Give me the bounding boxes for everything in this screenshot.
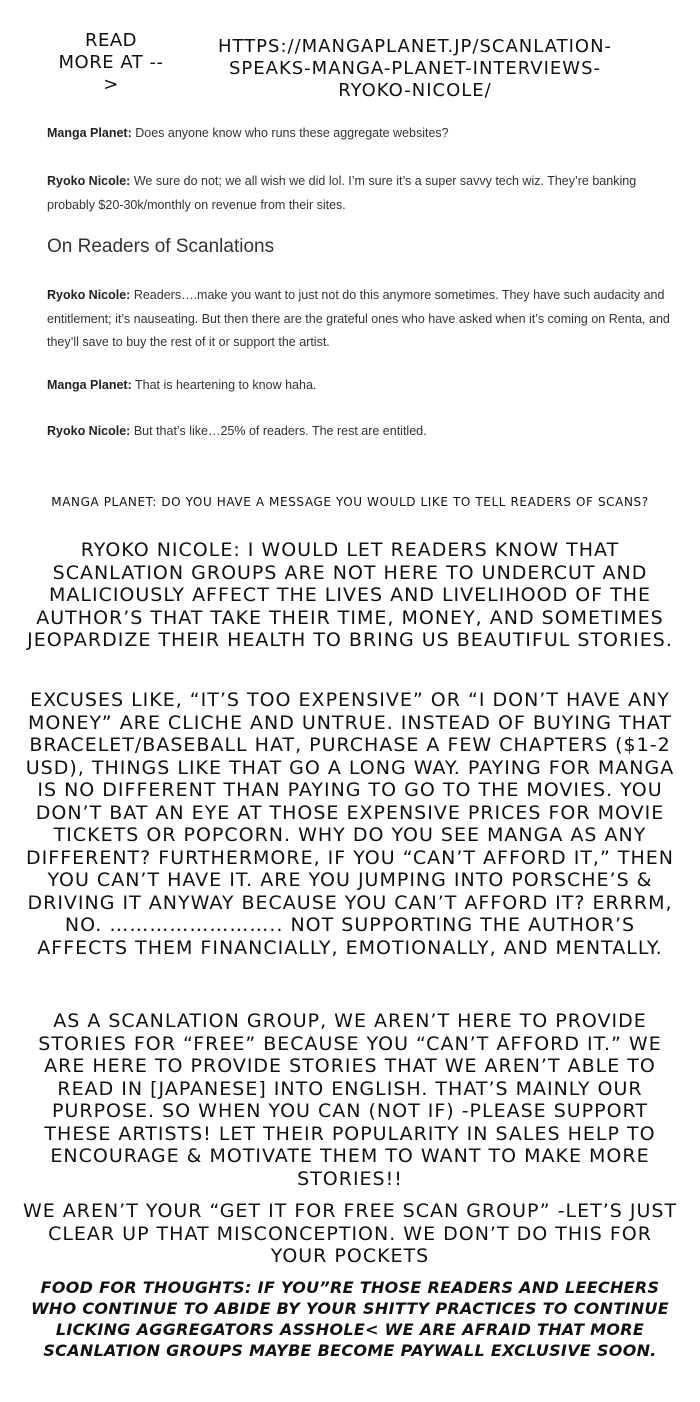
interview-paragraph xyxy=(47,376,677,394)
interview-paragraph xyxy=(47,124,677,142)
speaker-name: Ryoko Nicole: xyxy=(47,288,131,302)
answer-paragraph: AS A SCANLATION GROUP, WE AREN’T HERE TO PROVIDE STORIES FOR “FREE” BECAUSE YOU “CAN’T AFFORD IT.” WE ARE HERE TO PROVIDE STORIES THAT WE AREN’T ABLE TO READ IN [JAPANESE] INTO ENGLISH. THAT’S MAINLY OUR PURPOSE. SO WHEN YOU CAN (NOT IF) -PLEASE SUPPORT THESE ARTISTS! LET THEIR POPULARITY IN SALES HELP TO ENCOURAGE & MOTIVATE THEM TO WANT TO MAKE MORE STORIES!! xyxy=(38,1010,662,1190)
answer-paragraph: WE AREN’T YOUR “GET IT FOR FREE SCAN GROUP” -LET’S JUST CLEAR UP THAT MISCONCEPTION. WE DON’T DO THIS FOR YOUR POCKETS xyxy=(22,1200,678,1267)
paragraph-text: We sure do not; we all wish we did lol. I’m sure it’s a super savvy tech wiz. They’re banking probably $20-30k/monthly on revenue from their sites. xyxy=(47,174,637,212)
paragraph-text: Readers….make you want to just not do this anymore sometimes. They have such audacity and entitlement; it’s nauseating. But then there are the grateful ones who have asked when it’s coming on Renta, and they’ll save to buy the rest of it or support the artist. xyxy=(47,288,670,349)
speaker-name: Manga Planet: xyxy=(47,378,132,392)
interview-question: MANGA PLANET: DO YOU HAVE A MESSAGE YOU WOULD LIKE TO TELL READERS OF SCANS? xyxy=(51,495,649,509)
food-for-thought-note: FOOD FOR THOUGHTS: IF YOU”RE THOSE READERS AND LEECHERS WHO CONTINUE TO ABIDE BY YOUR SHITTY PRACTICES TO CONTINUE LICKING AGGREGATORS ASSHOLE< WE ARE AFRAID THAT MORE SCANLATION GROUPS MAYBE BECOME PAYWALL EXCLUSIVE SOON. xyxy=(30,1278,669,1360)
interview-paragraph xyxy=(47,422,677,440)
paragraph-text: Does anyone know who runs these aggregate websites? xyxy=(131,126,449,140)
answer-paragraph: RYOKO NICOLE: I WOULD LET READERS KNOW THAT SCANLATION GROUPS ARE NOT HERE TO UNDERCUT AND MALICIOUSLY AFFECT THE LIVES AND LIVELIHOOD OF THE AUTHOR’S THAT TAKE THEIR TIME, MONEY, AND SOMETIMES JEOPARDIZE THEIR HEALTH TO BRING US BEAUTIFUL STORIES. xyxy=(27,539,673,651)
paragraph-text: But that’s like…25% of readers. The rest are entitled. xyxy=(130,424,427,438)
section-heading: On Readers of Scanlations xyxy=(47,236,275,257)
paragraph-text: That is heartening to know haha. xyxy=(131,378,317,392)
source-url[interactable]: HTTPS://MANGAPLANET.JP/SCANLATION-SPEAKS-MANGA-PLANET-INTERVIEWS-RYOKO-NICOLE/ xyxy=(217,36,613,101)
answer-paragraph: EXCUSES LIKE, “IT’S TOO EXPENSIVE” OR “I DON’T HAVE ANY MONEY” ARE CLICHE AND UNTRUE. INSTEAD OF BUYING THAT BRACELET/BASEBALL HAT, PURCHASE A FEW CHAPTERS ($1-2 USD), THINGS LIKE THAT GO A LONG WAY. PAYING FOR MANGA IS NO DIFFERENT THAN PAYING TO GO TO THE MOVIES. YOU DON’T BAT AN EYE AT THOSE EXPENSIVE PRICES FOR MOVIE TICKETS OR POPCORN. WHY DO YOU SEE MANGA AS ANY DIFFERENT? FURTHERMORE, IF YOU “CAN’T AFFORD IT,” THEN YOU CAN’T HAVE IT. ARE YOU JUMPING INTO PORSCHE’S & DRIVING IT ANYWAY BECAUSE YOU CAN’T AFFORD IT? ERRRM, NO. …………………….. NOT SUPPORTING THE AUTHOR’S AFFECTS THEM FINANCIALLY, EMOTIONALLY, AND MENTALLY. xyxy=(25,689,675,959)
speaker-name: Ryoko Nicole: xyxy=(47,174,131,188)
speaker-name: Ryoko Nicole: xyxy=(47,424,131,438)
speaker-name: Manga Planet: xyxy=(47,126,132,140)
interview-paragraph xyxy=(47,284,677,355)
interview-paragraph xyxy=(47,169,677,217)
read-more-label: READ MORE AT --> xyxy=(58,30,164,95)
